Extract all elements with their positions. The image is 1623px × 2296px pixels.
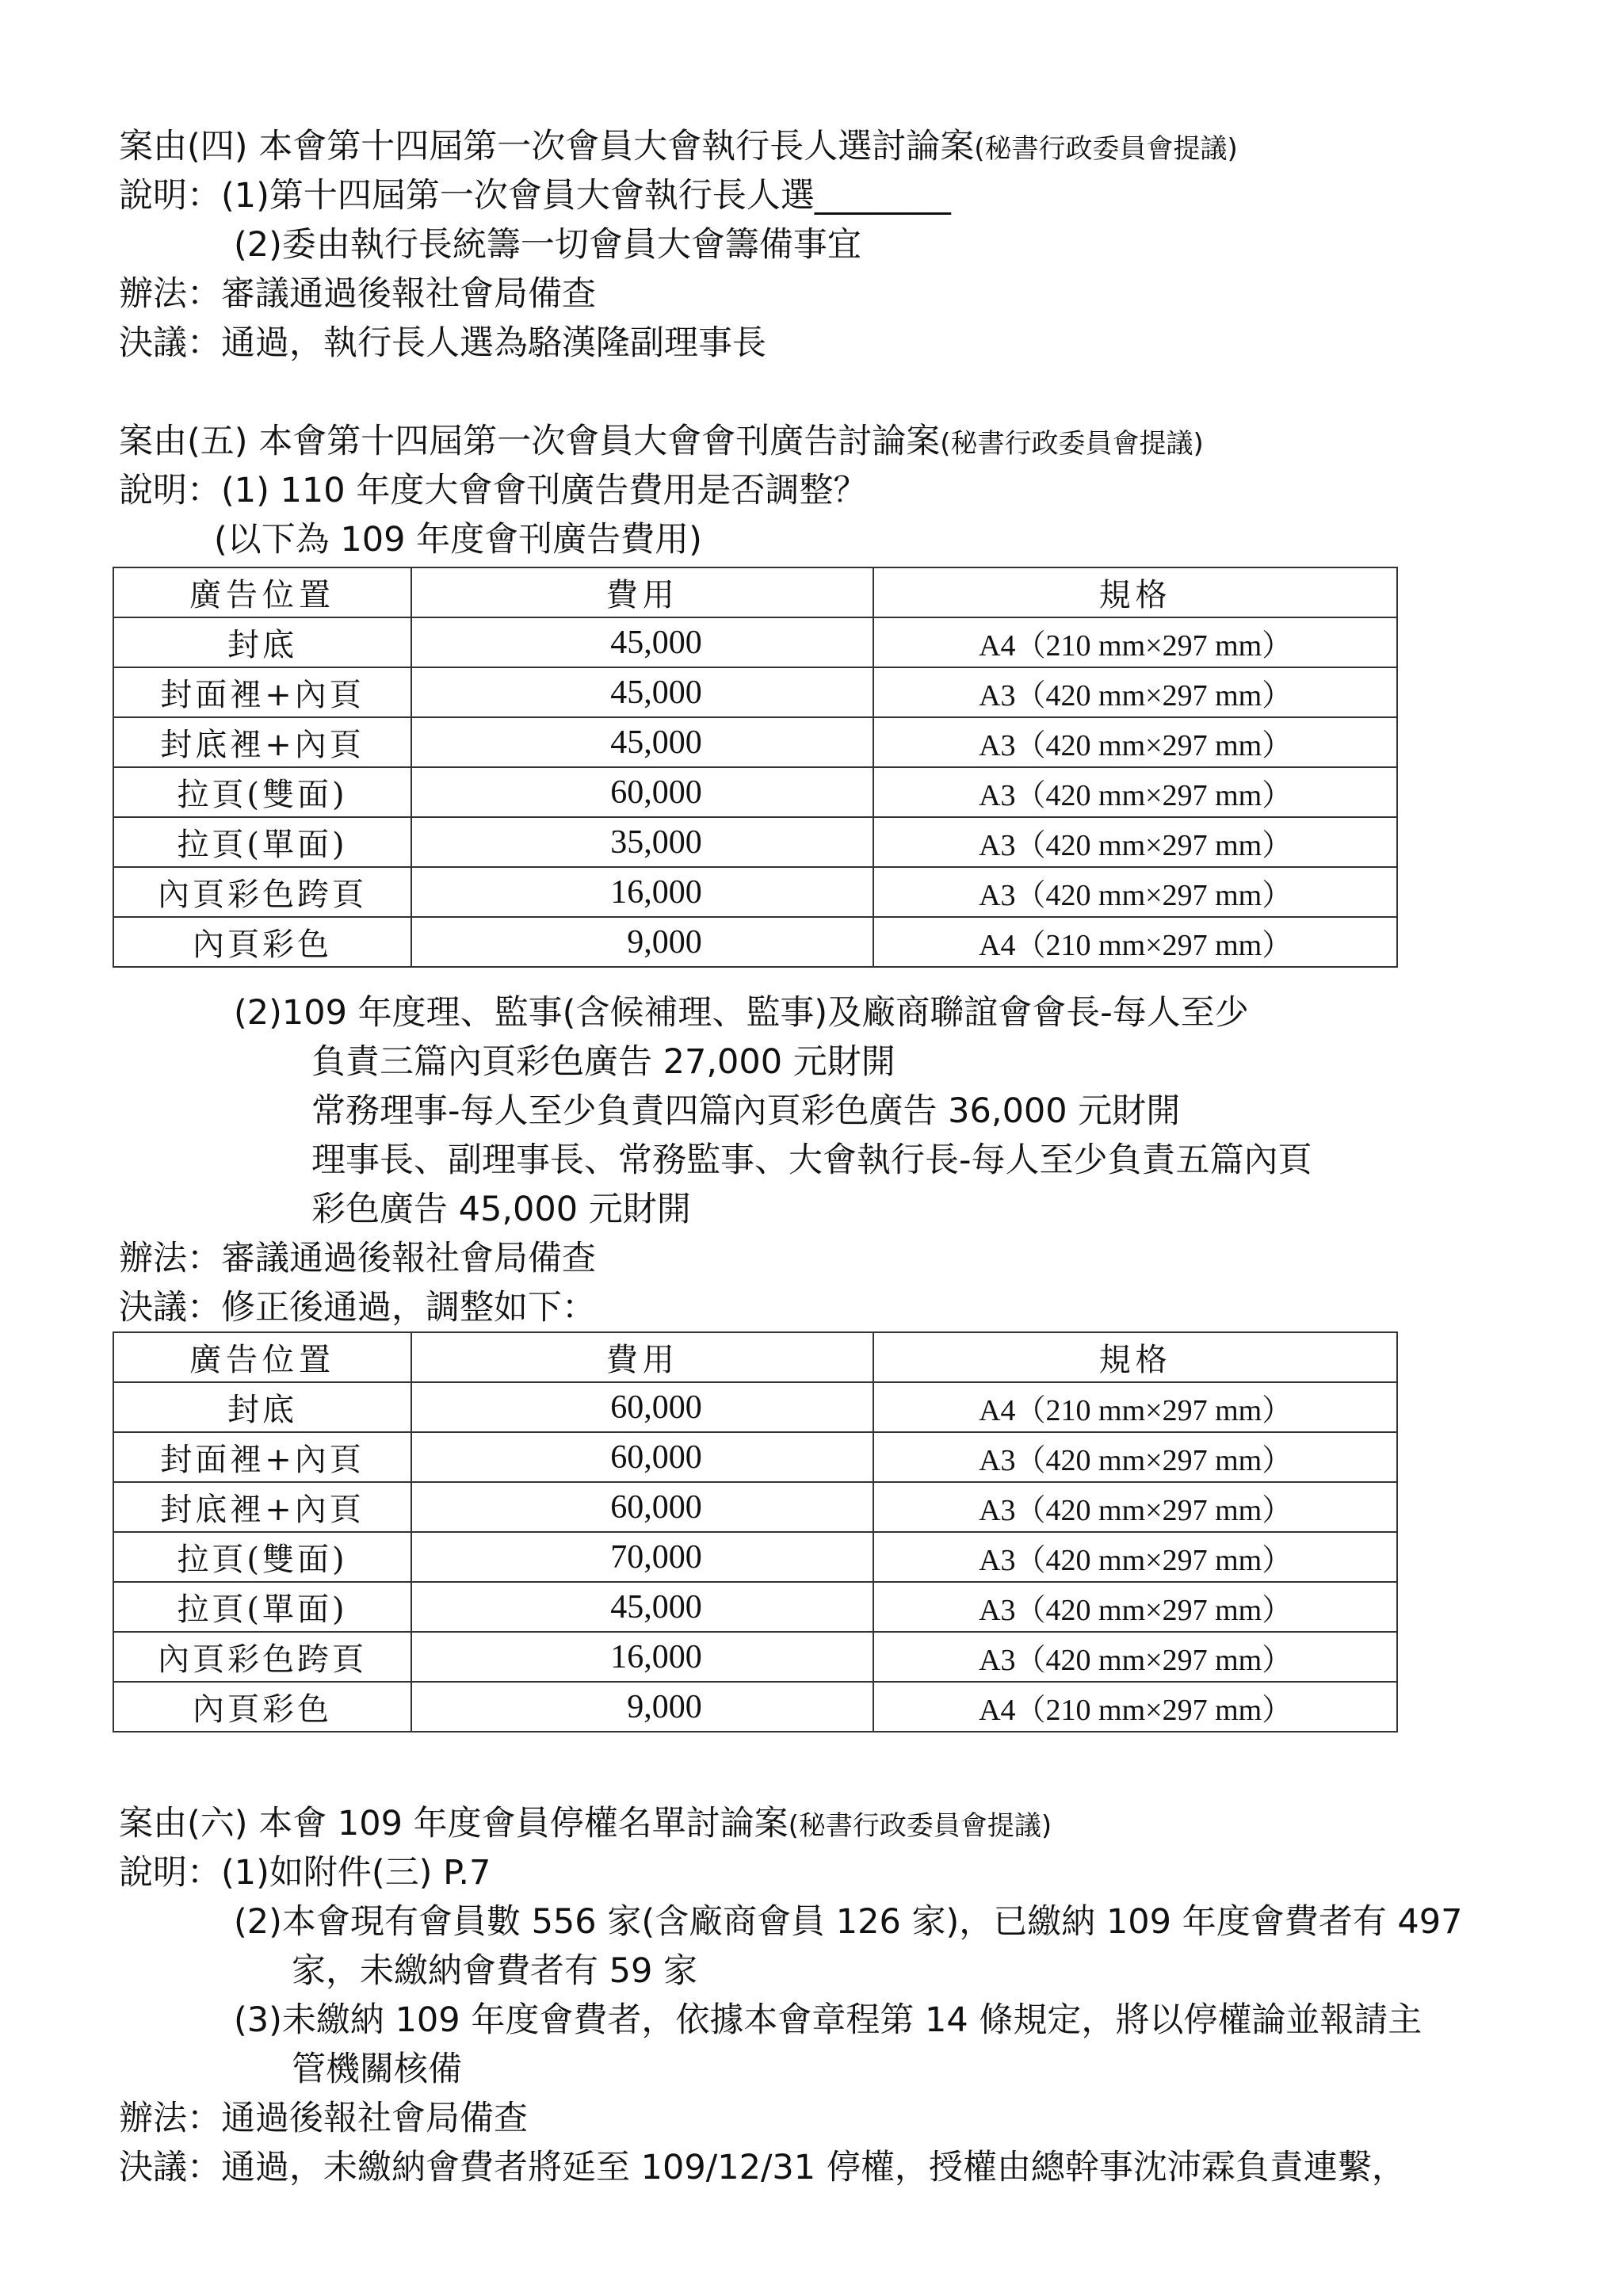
cell-fee (411, 1482, 873, 1532)
table-row (113, 1682, 1397, 1732)
fee-value: 70,000 (610, 1538, 702, 1576)
cell-position: 拉頁(雙面) (113, 1532, 411, 1582)
case6-method: 辦法：通過後報社會局備查 (119, 2099, 528, 2138)
header-fee: 費用 (411, 1332, 873, 1382)
table-header-row (113, 567, 1397, 617)
cell-position: 內頁彩色跨頁 (113, 1632, 411, 1682)
case6-proposer: (秘書行政委員會提議) (788, 1810, 1052, 1842)
cell-spec: A3（420 mm×297 mm） (873, 1482, 1397, 1532)
cell-fee (411, 667, 873, 717)
case6-resolution: 決議：通過，未繳納會費者將延至 109/12/31 停權，授權由總幹事沈沛霖負責連繫， (119, 2148, 1406, 2187)
case4-method: 辦法：審議通過後報社會局備查 (119, 274, 596, 314)
fee-value: 45,000 (610, 1588, 702, 1626)
case6-title: 案由(六) 本會 109 年度會員停權名單討論案 (119, 1804, 789, 1843)
cell-position: 拉頁(雙面) (113, 767, 411, 817)
cell-position: 內頁彩色跨頁 (113, 867, 411, 917)
cell-spec: A3（420 mm×297 mm） (873, 817, 1397, 867)
cell-fee (411, 1632, 873, 1682)
cell-position: 拉頁(單面) (113, 817, 411, 867)
fee-value: 9,000 (627, 1688, 702, 1725)
case5-desc2b: 負責三篇內頁彩色廣告 27,000 元財開 (311, 1042, 896, 1082)
cell-spec: A3（420 mm×297 mm） (873, 867, 1397, 917)
case6-desc3b: 管機關核備 (292, 2050, 462, 2089)
table-row (113, 1382, 1397, 1432)
table-row (113, 1432, 1397, 1482)
header-position: 廣告位置 (113, 1332, 411, 1382)
header-position: 廣告位置 (113, 567, 411, 617)
cell-spec: A3（420 mm×297 mm） (873, 1632, 1397, 1682)
case5-proposer: (秘書行政委員會提議) (940, 428, 1204, 460)
case5-desc1: 說明：(1) 110 年度大會會刊廣告費用是否調整？ (119, 471, 868, 510)
cell-spec: A3（420 mm×297 mm） (873, 717, 1397, 767)
fee-value: 60,000 (610, 774, 702, 811)
cell-fee (411, 817, 873, 867)
cell-position: 封底 (113, 617, 411, 667)
case6-desc2a: (2)本會現有會員數 556 家(含廠商會員 126 家)，已繳納 109 年度會費者有 497 (234, 1902, 1463, 1942)
cell-position: 封底 (113, 1382, 411, 1432)
cell-position: 封面裡+內頁 (113, 667, 411, 717)
table-row (113, 1582, 1397, 1632)
fee-value: 45,000 (610, 624, 702, 661)
cell-fee (411, 1382, 873, 1432)
case4-desc1: 說明：(1)第十四屆第一次會員大會執行長人選________ (119, 176, 951, 216)
case6-desc3a: (3)未繳納 109 年度會費者，依據本會章程第 14 條規定，將以停權論並報請主 (234, 2000, 1423, 2040)
cell-spec: A4（210 mm×297 mm） (873, 1382, 1397, 1432)
cell-fee (411, 717, 873, 767)
cell-fee (411, 767, 873, 817)
fee-value: 60,000 (610, 1488, 702, 1526)
fee-value: 16,000 (610, 1638, 702, 1675)
cell-position: 內頁彩色 (113, 1682, 411, 1732)
table-row (113, 717, 1397, 767)
cell-spec: A4（210 mm×297 mm） (873, 1682, 1397, 1732)
case4-title: 案由(四) 本會第十四屆第一次會員大會執行長人選討論案 (119, 127, 975, 166)
cell-fee (411, 1582, 873, 1632)
case4-proposer: (秘書行政委員會提議) (974, 133, 1238, 165)
table-row (113, 917, 1397, 967)
cell-fee (411, 867, 873, 917)
case6-desc1: 說明：(1)如附件(三) P.7 (119, 1853, 491, 1893)
cell-fee (411, 917, 873, 967)
fee-value: 45,000 (610, 674, 702, 711)
case6-title-line (119, 1799, 1052, 1851)
case5-desc2c: 常務理事-每人至少負責四篇內頁彩色廣告 36,000 元財開 (311, 1091, 1181, 1131)
table-row (113, 1532, 1397, 1582)
case6-desc2b: 家，未繳納會費者有 59 家 (292, 1951, 698, 1991)
cell-spec: A3（420 mm×297 mm） (873, 1582, 1397, 1632)
cell-position: 內頁彩色 (113, 917, 411, 967)
fee-value: 60,000 (610, 1438, 702, 1476)
case5-resolution: 決議：修正後通過，調整如下： (119, 1288, 596, 1328)
fee-value: 16,000 (610, 873, 702, 911)
case4-title-line (119, 122, 1238, 174)
cell-spec: A4（210 mm×297 mm） (873, 617, 1397, 667)
cell-spec: A3（420 mm×297 mm） (873, 667, 1397, 717)
cell-position: 封底裡+內頁 (113, 717, 411, 767)
ad-fee-table-revised (113, 1331, 1398, 1733)
table-row (113, 667, 1397, 717)
case5-desc2a: (2)109 年度理、監事(含候補理、監事)及廠商聯誼會會長-每人至少 (234, 993, 1249, 1033)
case4-resolution: 決議：通過，執行長人選為駱漢隆副理事長 (119, 323, 766, 363)
cell-fee (411, 1682, 873, 1732)
case5-title: 案由(五) 本會第十四屆第一次會員大會會刊廣告討論案 (119, 422, 941, 461)
case5-desc2e: 彩色廣告 45,000 元財開 (311, 1190, 691, 1229)
fee-value: 60,000 (610, 1389, 702, 1426)
cell-fee (411, 617, 873, 667)
table-header-row (113, 1332, 1397, 1382)
fee-value: 45,000 (610, 724, 702, 761)
table-row (113, 617, 1397, 667)
case5-desc2d: 理事長、副理事長、常務監事、大會執行長-每人至少負責五篇內頁 (311, 1140, 1312, 1180)
table-row (113, 867, 1397, 917)
cell-position: 封底裡+內頁 (113, 1482, 411, 1532)
header-spec: 規格 (873, 1332, 1397, 1382)
table-row (113, 817, 1397, 867)
fee-value: 35,000 (610, 823, 702, 861)
fee-value: 9,000 (627, 923, 702, 961)
cell-position: 拉頁(單面) (113, 1582, 411, 1632)
cell-position: 封面裡+內頁 (113, 1432, 411, 1482)
table-row (113, 1632, 1397, 1682)
cell-spec: A3（420 mm×297 mm） (873, 1532, 1397, 1582)
case5-desc1b: (以下為 109 年度會刊廣告費用) (214, 520, 702, 560)
ad-fee-table-109 (113, 567, 1398, 968)
cell-fee (411, 1532, 873, 1582)
cell-spec: A4（210 mm×297 mm） (873, 917, 1397, 967)
table-row (113, 767, 1397, 817)
case4-desc2: (2)委由執行長統籌一切會員大會籌備事宜 (234, 225, 861, 265)
cell-spec: A3（420 mm×297 mm） (873, 767, 1397, 817)
table-row (113, 1482, 1397, 1532)
case5-method: 辦法：審議通過後報社會局備查 (119, 1239, 596, 1278)
header-fee: 費用 (411, 567, 873, 617)
header-spec: 規格 (873, 567, 1397, 617)
cell-spec: A3（420 mm×297 mm） (873, 1432, 1397, 1482)
cell-fee (411, 1432, 873, 1482)
case5-title-line (119, 417, 1204, 468)
